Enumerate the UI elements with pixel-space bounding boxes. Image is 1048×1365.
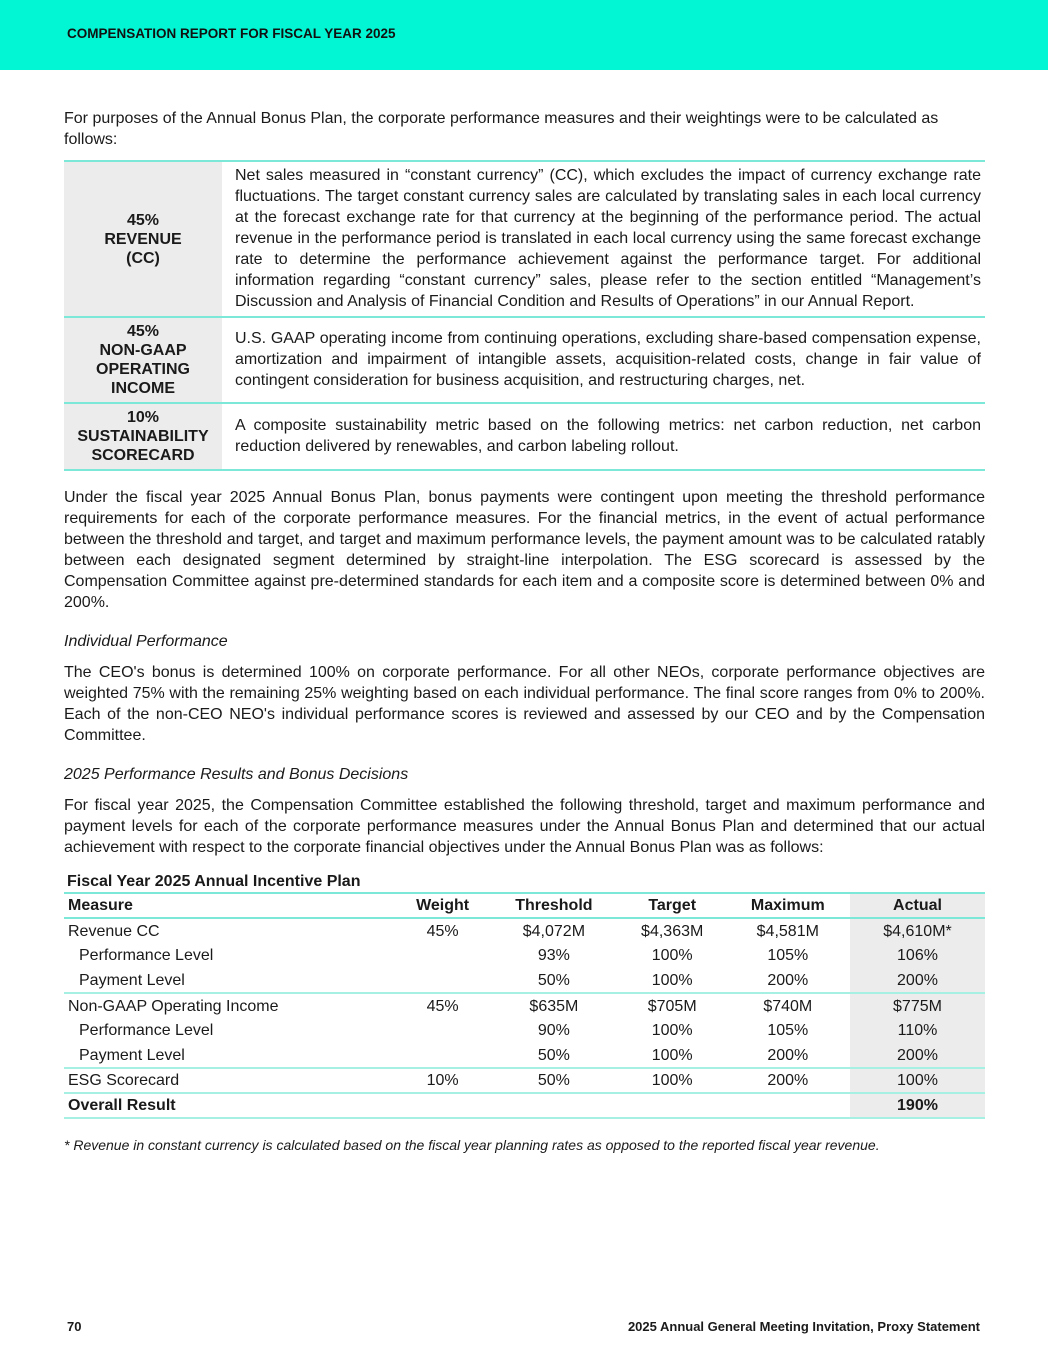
col-maximum: Maximum <box>726 893 850 918</box>
cell-weight <box>396 1093 489 1118</box>
cell-target <box>619 1093 726 1118</box>
footnote: * Revenue in constant currency is calculated based on the fiscal year planning rates as opposed to the reported fiscal year revenue. <box>64 1137 880 1153</box>
cell-maximum: 200% <box>726 1068 850 1093</box>
measure-label <box>64 317 222 403</box>
cell-threshold: 50% <box>537 1046 570 1064</box>
cell-measure: Non-GAAP Operating Income <box>64 993 396 1018</box>
cell-threshold: 50% <box>489 1068 619 1093</box>
cell-measure: Performance Level <box>79 1022 214 1039</box>
document-title: 2025 Annual General Meeting Invitation, Proxy Statement <box>627 1319 980 1334</box>
cell-target: 100% <box>651 947 693 964</box>
col-target: Target <box>619 893 726 918</box>
cell-target: $4,363M <box>619 918 726 943</box>
page-content <box>64 108 985 1155</box>
measure-row <box>64 317 985 403</box>
cell-maximum: $740M <box>726 993 850 1018</box>
table-row <box>64 968 985 993</box>
col-actual: Actual <box>850 893 985 918</box>
col-threshold: Threshold <box>489 893 619 918</box>
measure-description: Net sales measured in “constant currency” (CC), which excludes the impact of currency exchange rate fluctuations. The target constant currency sales are calculated by translating sales in each local currency at the forecast exchange rate for that currency at the beginning of the performance period. The actual revenue in the performance period is translated in each local currency using the same forecast exchange rate to determine the performance achievement against the performance target. For additional information regarding “constant currency” sales, please refer to the section entitled “Management’s Discussion and Analysis of Financial Condition and Results of Operations” in our Annual Report. <box>222 161 985 317</box>
cell-threshold: 90% <box>537 1022 570 1039</box>
cell-measure: Performance Level <box>79 947 214 964</box>
cell-actual: $4,610M* <box>850 918 985 943</box>
cell-actual: 100% <box>850 1068 985 1093</box>
table-row <box>64 993 985 1018</box>
label-line: REVENUE <box>104 230 182 248</box>
label-line: (CC) <box>126 249 160 267</box>
cell-target: 100% <box>619 1068 726 1093</box>
cell-maximum: 200% <box>767 1046 809 1064</box>
results-heading: 2025 Performance Results and Bonus Decisions <box>64 766 409 783</box>
individual-performance-paragraph: The CEO's bonus is determined 100% on corporate performance. For all other NEOs, corporate performance objectives are weighted 75% with the remaining 25% weighting based on each individual performance. The final score ranges from 0% to 200%. Each of the non-CEO NEO's individual performance scores is reviewed and assessed by our CEO and by the Compensation Committee. <box>64 664 985 744</box>
label-line: INCOME <box>111 380 175 397</box>
results-paragraph: For fiscal year 2025, the Compensation Committee established the following threshold, target and maximum performance and payment levels for each of the corporate performance measures under the Annual Bonus Plan and determined that our actual achievement with respect to the corporate financial objectives under the Annual Bonus Plan was as follows: <box>64 797 985 856</box>
cell-threshold <box>489 1093 619 1118</box>
label-line: SCORECARD <box>91 447 195 464</box>
cell-threshold: $635M <box>489 993 619 1018</box>
measures-table <box>64 160 985 471</box>
label-line: 45% <box>126 323 160 340</box>
cell-weight <box>396 1018 489 1043</box>
table-caption: Fiscal Year 2025 Annual Incentive Plan <box>67 873 361 890</box>
table-header-row <box>64 893 985 918</box>
measure-row <box>64 161 985 317</box>
cell-target: 100% <box>651 971 693 989</box>
cell-actual: $775M <box>850 993 985 1018</box>
cell-measure: Payment Level <box>79 971 185 989</box>
measure-description: A composite sustainability metric based on the following metrics: net carbon reduction, net carbon reduction delivered by renewables, and carbon labeling rollout. <box>222 403 985 470</box>
cell-weight: 10% <box>396 1068 489 1093</box>
cell-actual: 190% <box>850 1093 985 1118</box>
measure-description: U.S. GAAP operating income from continuing operations, excluding share-based compensation expense, amortization and impairment of intangible assets, acquisition-related costs, change in fair value of contingent consideration for business acquisition, and restructuring charges, net. <box>222 317 985 403</box>
intro-paragraph: For purposes of the Annual Bonus Plan, the corporate performance measures and their weightings were to be calculated as follows: <box>64 110 939 148</box>
cell-measure: Revenue CC <box>64 918 396 943</box>
cell-actual: 200% <box>850 968 985 993</box>
label-line: OPERATING <box>96 361 190 378</box>
header-band <box>0 0 1048 70</box>
cell-measure: ESG Scorecard <box>64 1068 396 1093</box>
cell-maximum: 105% <box>767 1022 809 1039</box>
label-line: SUSTAINABILITY <box>77 428 209 445</box>
cell-threshold: 93% <box>537 947 570 964</box>
cell-maximum: $4,581M <box>726 918 850 943</box>
cell-maximum <box>726 1093 850 1118</box>
measure-row <box>64 403 985 470</box>
col-measure: Measure <box>64 893 396 918</box>
cell-actual: 106% <box>850 943 985 968</box>
cell-weight: 45% <box>396 918 489 943</box>
cell-maximum: 105% <box>767 947 809 964</box>
cell-target: $705M <box>619 993 726 1018</box>
label-line: 45% <box>126 211 160 229</box>
table-row <box>64 1018 985 1043</box>
cell-target: 100% <box>651 1022 693 1039</box>
incentive-plan-table <box>64 892 985 1119</box>
cell-measure: Overall Result <box>64 1093 396 1118</box>
measure-label <box>64 403 222 470</box>
table-row <box>64 943 985 968</box>
table-row <box>64 1068 985 1093</box>
cell-weight <box>396 943 489 968</box>
cell-target: 100% <box>651 1046 693 1064</box>
cell-maximum: 200% <box>767 971 809 989</box>
cell-weight <box>396 968 489 993</box>
cell-threshold: $4,072M <box>489 918 619 943</box>
bonus-plan-paragraph: Under the fiscal year 2025 Annual Bonus Plan, bonus payments were contingent upon meeting the threshold performance requirements for each of the corporate performance measures. For the financial metrics, in the event of actual performance between the threshold and target, and target and maximum performance levels, the payment amount was to be calculated ratably between each designated segment determined by straight-line interpolation. The ESG scorecard is assessed by the Compensation Committee against pre-determined standards for each item and a composite score is determined between 0% and 200%. <box>64 489 985 611</box>
col-weight: Weight <box>396 893 489 918</box>
measure-label <box>64 161 222 317</box>
cell-threshold: 50% <box>537 971 570 989</box>
cell-actual: 200% <box>850 1043 985 1068</box>
cell-weight <box>396 1043 489 1068</box>
page-number: 70 <box>67 1319 82 1334</box>
cell-actual: 110% <box>850 1018 985 1043</box>
label-line: NON-GAAP <box>99 342 187 359</box>
cell-weight: 45% <box>396 993 489 1018</box>
label-line: 10% <box>126 409 160 426</box>
table-row <box>64 918 985 943</box>
individual-performance-heading: Individual Performance <box>64 633 228 650</box>
report-title: COMPENSATION REPORT FOR FISCAL YEAR 2025 <box>67 26 396 41</box>
cell-measure: Payment Level <box>79 1046 185 1064</box>
table-row <box>64 1093 985 1118</box>
table-row <box>64 1043 985 1068</box>
